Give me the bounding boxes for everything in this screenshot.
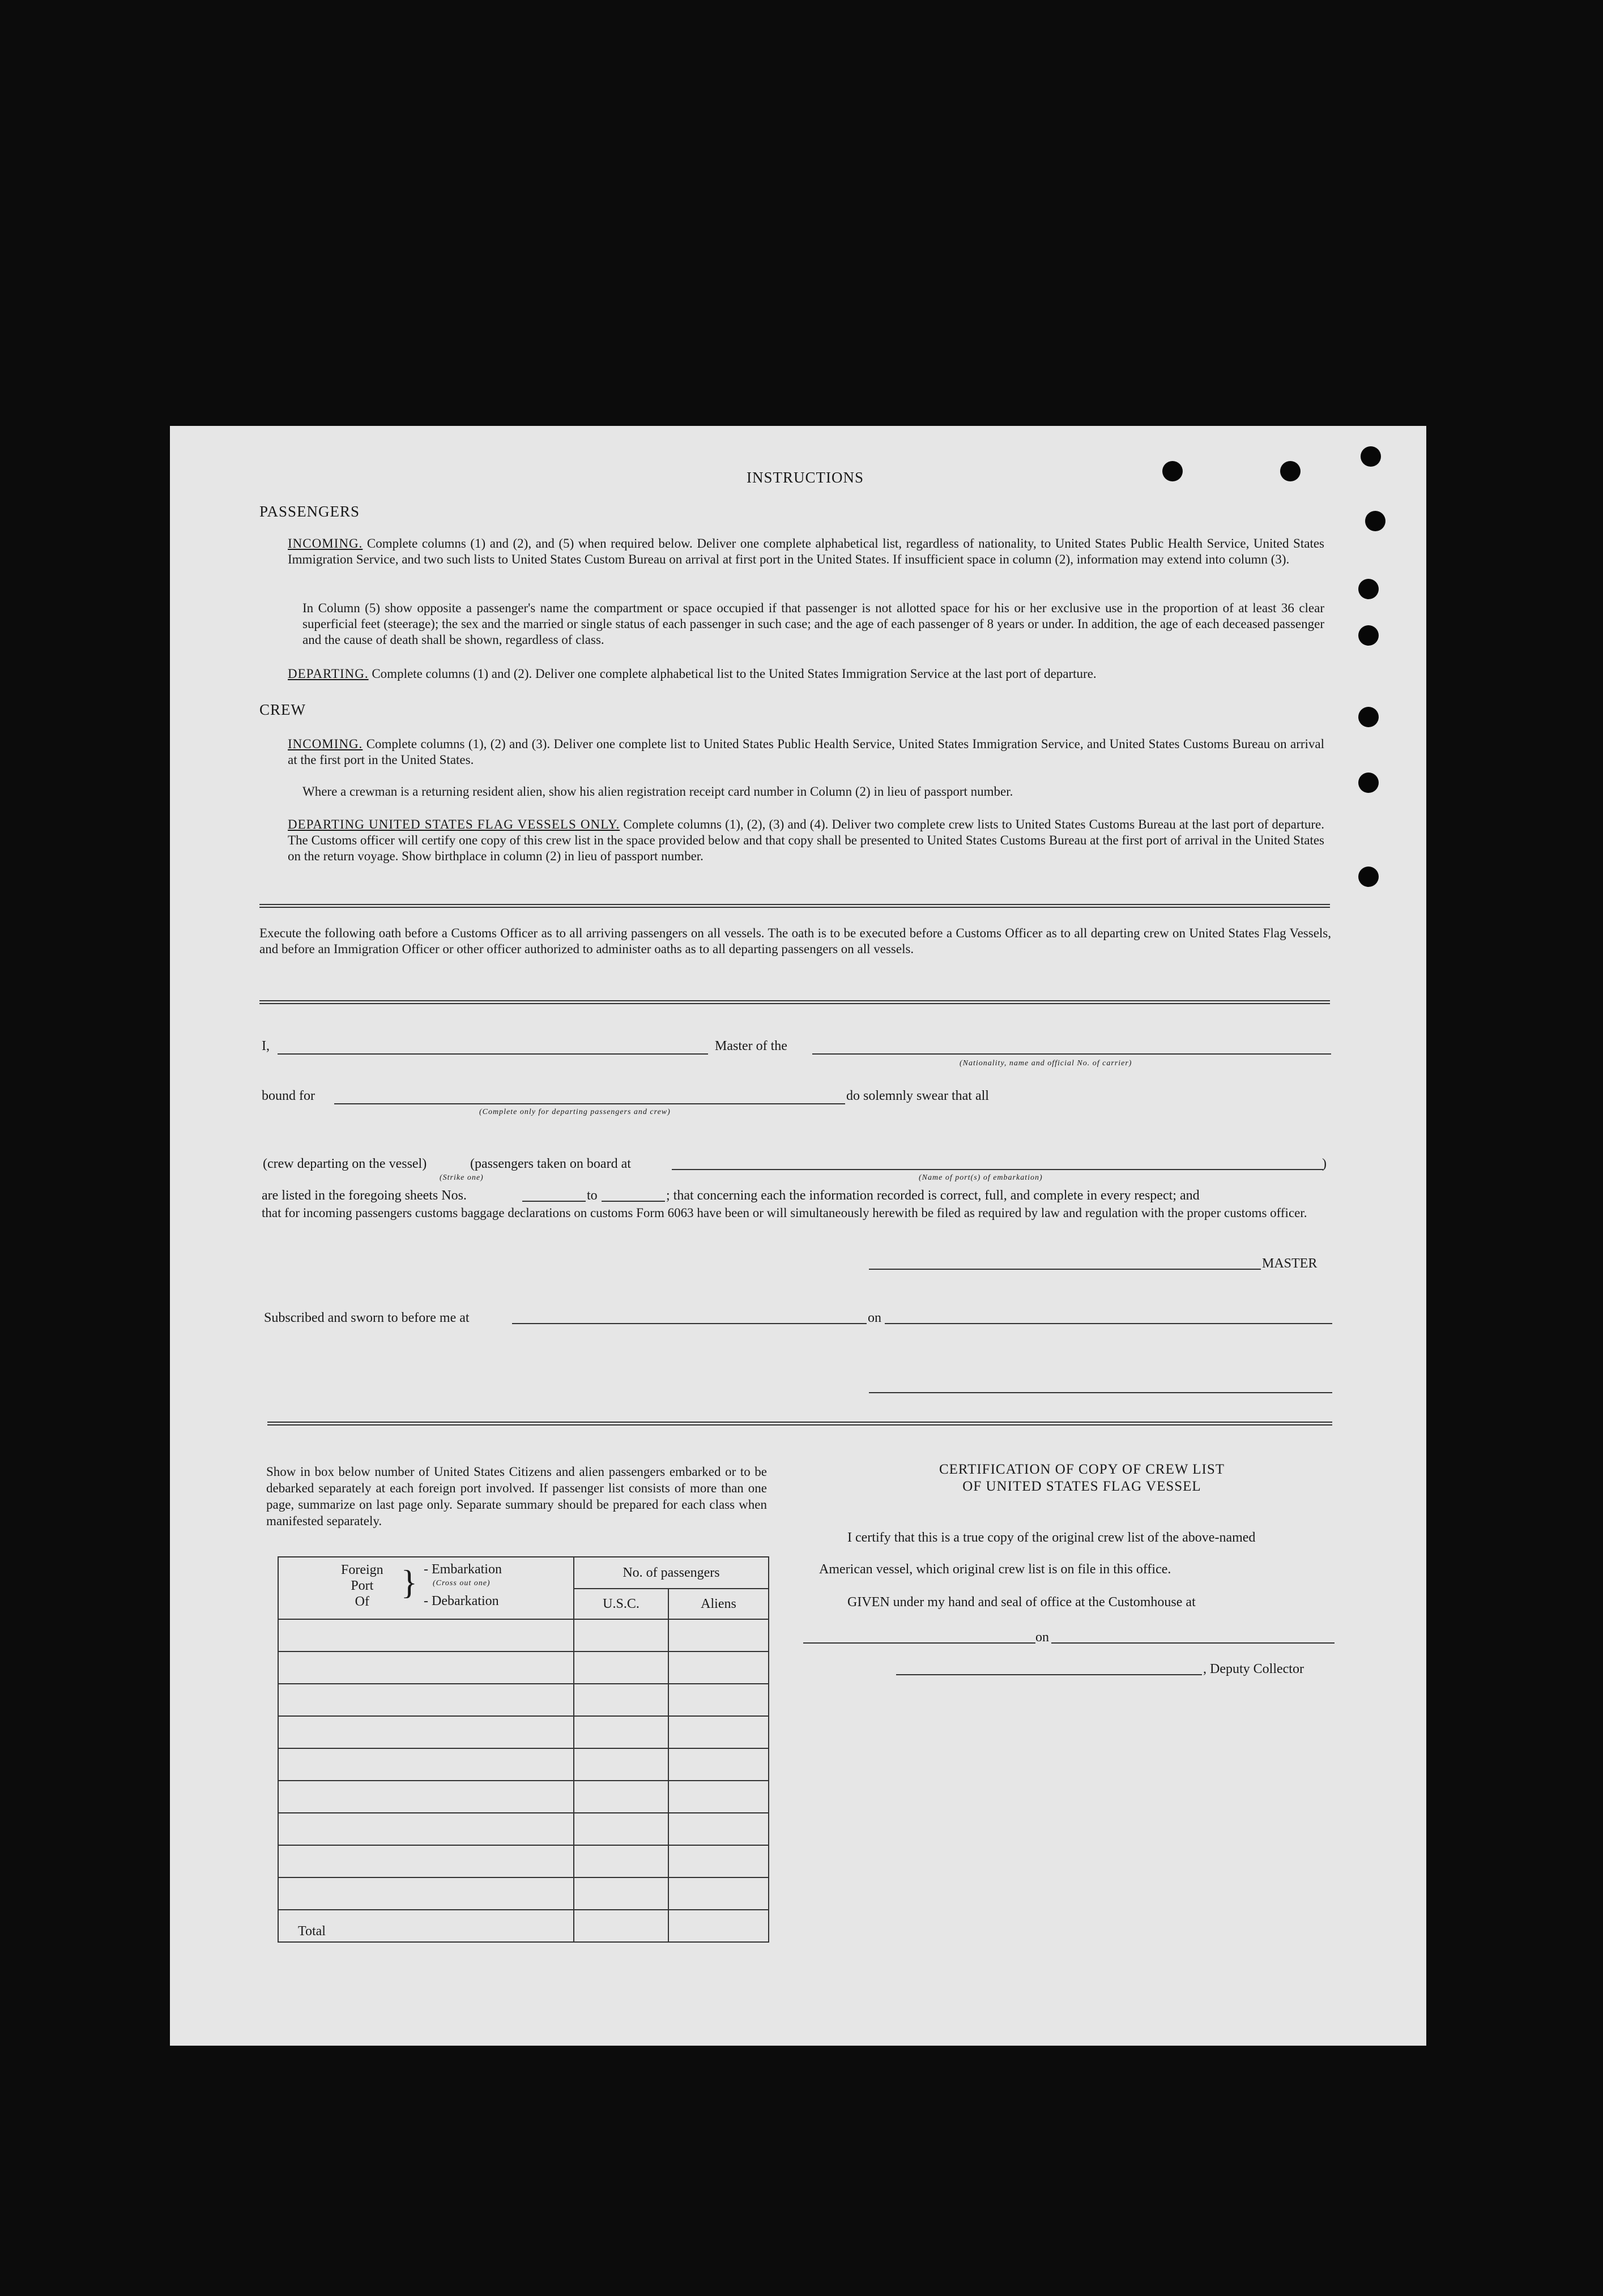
to-label: to (587, 1188, 598, 1203)
crew-departing-text: Complete columns (1), (2), (3) and (4). Deliver two complete crew lists to United States Customs Bureau at the last port of departure. The Customs officer will certify one copy of this crew list in the space provided below and that copy shall be presented to United States Customs Bureau at the first port of arrival in the United States on the return voyage. Show birthplace in column (2) in lieu of passport number. (288, 817, 1325, 863)
certification-title-line2: OF UNITED STATES FLAG VESSEL (962, 1479, 1201, 1494)
certification-title (878, 1461, 1286, 1495)
passengers-column5: In Column (5) show opposite a passenger's name the compartment or space occupied if that passenger is not allotted space for his or her exclusive use in the proportion of at least 36 clear superficial feet (steerage); the sex and the married or single status of each passenger in such case; and the age of each passenger of 8 years or under. In addition, the age of each deceased passenger and the cause of death shall be shown, regardless of class. (302, 601, 1324, 647)
vessel-field[interactable] (812, 1053, 1331, 1055)
aliens-cell[interactable] (668, 1716, 769, 1748)
usc-cell[interactable] (574, 1684, 668, 1716)
deputy-collector-label: , Deputy Collector (1203, 1662, 1304, 1676)
aliens-cell[interactable] (668, 1651, 769, 1684)
passenger-summary-table (278, 1556, 769, 1943)
section-title-passengers: PASSENGERS (259, 503, 360, 520)
passengers-departing (288, 666, 1324, 682)
aliens-header: Aliens (668, 1589, 769, 1619)
subscribed-label: Subscribed and sworn to before me at (264, 1311, 470, 1325)
embarkation-port-field[interactable] (672, 1169, 1323, 1170)
table-row (278, 1684, 769, 1716)
table-row (278, 1781, 769, 1813)
statement-rest: that for incoming passengers customs baggage declarations on customs Form 6063 have been or will simultaneously herewith be filed as required by law and regulation with the proper customs officer. (262, 1206, 1307, 1220)
close-paren: ) (1322, 1156, 1327, 1171)
usc-cell[interactable] (574, 1813, 668, 1845)
section-title-crew: CREW (259, 701, 306, 718)
aliens-cell[interactable] (668, 1877, 769, 1910)
incoming-text: Complete columns (1) and (2), and (5) when required below. Deliver one complete alphabetical list, regardless of nationality, to United States Public Health Service, United States Immigration Service, and two such lists to United States Custom Bureau on arrival at first port in the United States. If insufficient space in column (2), information may extend into column (3). (288, 536, 1324, 566)
total-row (278, 1910, 769, 1942)
crew-incoming-text: Complete columns (1), (2) and (3). Deliver one complete list to United States Public Health Service, United States Immigration Service, and United States Customs Bureau on arrival at the first port in the United States. (288, 737, 1324, 767)
incoming-label: INCOMING. (288, 536, 363, 550)
port-cell[interactable] (278, 1619, 574, 1651)
usc-cell[interactable] (574, 1845, 668, 1877)
usc-cell[interactable] (574, 1651, 668, 1684)
deputy-signature-field[interactable] (896, 1674, 1202, 1675)
cert-date-field[interactable] (1051, 1642, 1335, 1644)
punch-hole (1280, 461, 1301, 481)
certify-line1: I certify that this is a true copy of the original crew list of the above-named (847, 1530, 1256, 1545)
officer-signature-field[interactable] (869, 1392, 1332, 1393)
port-hint: (Name of port(s) of embarkation) (919, 1173, 1043, 1182)
departing-text: Complete columns (1) and (2). Deliver one complete alphabetical list to the United States Immigration Service at the last port of departure. (372, 667, 1097, 681)
bound-for-field[interactable] (334, 1103, 845, 1104)
port-cell[interactable] (278, 1716, 574, 1748)
summary-instructions: Show in box below number of United States Citizens and alien passengers embarked or to be debarked separately at each foreign port involved. If passenger list consists of more than one page, summarize on last page only. Separate summary should be prepared for each class when manifested separately. (266, 1465, 767, 1528)
no-passengers-header: No. of passengers (574, 1557, 769, 1589)
crew-alien: Where a crewman is a returning resident alien, show his alien registration receipt card number in Column (2) in lieu of passport number. (302, 784, 1013, 799)
port-cell[interactable] (278, 1684, 574, 1716)
usc-cell[interactable] (574, 1781, 668, 1813)
brace-icon: } (401, 1564, 417, 1601)
on-label: on (868, 1311, 881, 1325)
usc-total-cell[interactable] (574, 1910, 668, 1942)
usc-cell[interactable] (574, 1619, 668, 1651)
master-label: MASTER (1262, 1256, 1318, 1271)
sworn-date-field[interactable] (885, 1323, 1332, 1324)
passengers-taken-option[interactable]: (passengers taken on board at (470, 1156, 631, 1171)
master-name-field[interactable] (278, 1053, 708, 1055)
sheet-from-field[interactable] (522, 1201, 586, 1202)
punch-hole (1162, 461, 1183, 481)
oath-i-label: I, (262, 1039, 270, 1053)
crew-departing-label: DEPARTING UNITED STATES FLAG VESSELS ONLY. (288, 817, 620, 831)
cross-out-hint: (Cross out one) (433, 1579, 491, 1587)
port-cell[interactable] (278, 1748, 574, 1781)
port-cell[interactable] (278, 1877, 574, 1910)
crew-departing (288, 817, 1324, 864)
port-cell[interactable] (278, 1845, 574, 1877)
punch-hole (1358, 579, 1379, 599)
crew-departing-option[interactable]: (crew departing on the vessel) (263, 1156, 427, 1171)
aliens-cell[interactable] (668, 1748, 769, 1781)
punch-hole (1365, 511, 1385, 531)
aliens-cell[interactable] (668, 1813, 769, 1845)
complete-only-hint: (Complete only for departing passengers and crew) (479, 1108, 671, 1116)
port-cell[interactable] (278, 1651, 574, 1684)
usc-cell[interactable] (574, 1748, 668, 1781)
table-row (278, 1748, 769, 1781)
listed-in-text: are listed in the foregoing sheets Nos. (262, 1188, 467, 1203)
swear-text: do solemnly swear that all (846, 1089, 989, 1103)
sheet-to-field[interactable] (602, 1201, 665, 1202)
usc-cell[interactable] (574, 1877, 668, 1910)
aliens-cell[interactable] (668, 1684, 769, 1716)
nationality-hint: (Nationality, name and official No. of carrier) (960, 1059, 1132, 1068)
port-cell[interactable] (278, 1813, 574, 1845)
crew-incoming (288, 736, 1324, 768)
certify-line3: GIVEN under my hand and seal of office at the Customhouse at (847, 1595, 1196, 1610)
cert-on-label: on (1035, 1630, 1049, 1645)
aliens-cell[interactable] (668, 1845, 769, 1877)
usc-header: U.S.C. (574, 1589, 668, 1619)
oath-intro: Execute the following oath before a Customs Officer as to all arriving passengers on all vessels. The oath is to be executed before a Customs Officer as to all departing crew on United States Flag Vessels, and before an Immigration Officer or other officer authorized to administer oaths as to all departing passengers on all vessels. (259, 926, 1331, 956)
embarkation-option[interactable]: - Embarkation (424, 1562, 502, 1577)
aliens-cell[interactable] (668, 1781, 769, 1813)
port-label: Port (351, 1578, 374, 1593)
of-label: Of (355, 1594, 369, 1609)
departing-label: DEPARTING. (288, 667, 369, 681)
bound-for-label: bound for (262, 1089, 315, 1103)
certify-line2: American vessel, which original crew list is on file in this office. (819, 1562, 1171, 1577)
master-of-label: Master of the (715, 1039, 787, 1053)
punch-hole (1358, 625, 1379, 646)
aliens-cell[interactable] (668, 1619, 769, 1651)
punch-hole (1358, 867, 1379, 887)
aliens-total-cell[interactable] (668, 1910, 769, 1942)
statement-tail: ; that concerning each the information recorded is correct, full, and complete in every respect; and (666, 1188, 1200, 1203)
punch-hole (1361, 446, 1381, 467)
table-row (278, 1845, 769, 1877)
sworn-place-field[interactable] (512, 1323, 867, 1324)
port-cell[interactable] (278, 1781, 574, 1813)
certification-title-line1: CERTIFICATION OF COPY OF CREW LIST (939, 1462, 1225, 1477)
total-label: Total (278, 1910, 574, 1942)
strike-one-hint: (Strike one) (440, 1173, 484, 1182)
form-page (170, 426, 1426, 2046)
table-row (278, 1813, 769, 1845)
table-row (278, 1716, 769, 1748)
page-title: INSTRUCTIONS (747, 469, 864, 486)
punch-hole (1358, 707, 1379, 727)
divider (259, 904, 1330, 908)
foreign-port-header (278, 1557, 574, 1619)
crew-incoming-label: INCOMING. (288, 737, 363, 751)
passengers-incoming (288, 536, 1324, 567)
debarkation-option[interactable]: - Debarkation (424, 1594, 499, 1608)
customhouse-field[interactable] (803, 1642, 1035, 1644)
divider (259, 1000, 1330, 1004)
table-row (278, 1651, 769, 1684)
foreign-label: Foreign (341, 1563, 383, 1577)
usc-cell[interactable] (574, 1716, 668, 1748)
divider (267, 1422, 1332, 1426)
master-signature-field[interactable] (869, 1269, 1261, 1270)
table-row (278, 1619, 769, 1651)
punch-hole (1358, 773, 1379, 793)
table-row (278, 1877, 769, 1910)
